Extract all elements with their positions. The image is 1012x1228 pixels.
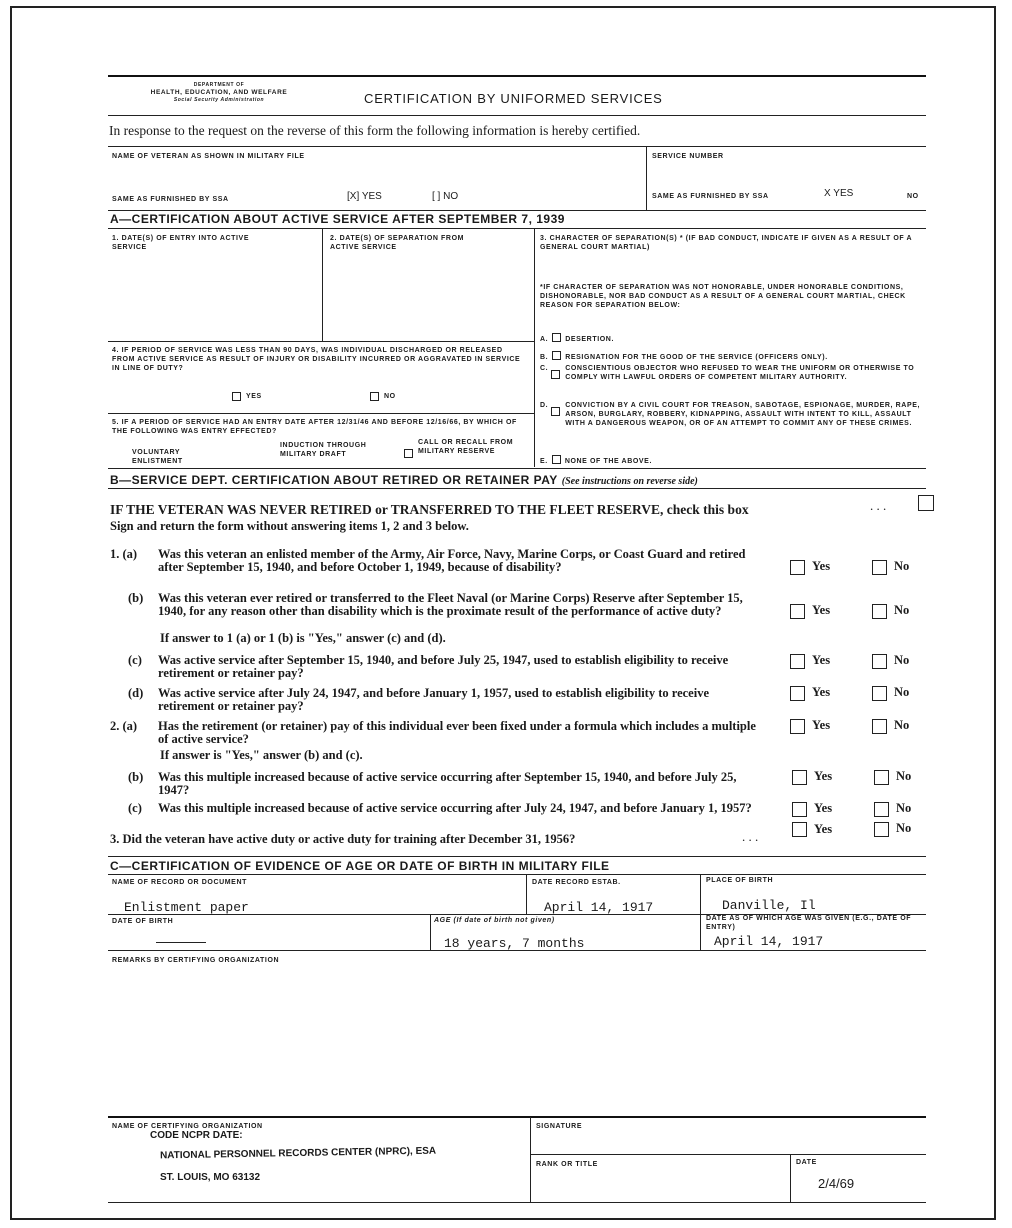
q1d-number: (d) (128, 686, 144, 700)
reason-checkbox[interactable] (551, 370, 560, 379)
reason-text: DESERTION. (565, 336, 614, 343)
q1d-yes-label: Yes (812, 685, 831, 699)
record-name-label: NAME OF RECORD OR DOCUMENT (112, 879, 247, 886)
divider (790, 1154, 791, 1202)
q2a-number: 2. (a) (110, 719, 138, 733)
divider (646, 147, 647, 211)
q2a-text: Has the retirement (or retainer) pay of this individual ever been fixed under a formula which includes a multiple of active service? (158, 719, 756, 746)
reason-e (540, 450, 930, 468)
q1b-text: Was this veteran ever retired or transferred to the Fleet Naval (or Marine Corps) Reserve after September 15, 1940, for any reason other than disability which is the proximate result of the performance of active duty? (158, 591, 743, 618)
same-as-ssa-no (432, 191, 458, 202)
same-as-ssa-label-2: SAME AS FURNISHED BY SSA (652, 193, 769, 200)
reason-text: CONSCIENTIOUS OBJECTOR WHO REFUSED TO WEAR THE UNIFORM OR OTHERWISE TO COMPLY WITH LAWFUL ORDERS OF COMPETENT MILITARY AUTHORITY. (565, 365, 915, 381)
q1b-no-checkbox[interactable] (872, 604, 887, 619)
q1c-no-checkbox[interactable] (872, 654, 887, 669)
checkbox-icon[interactable]: [ ] (432, 191, 441, 202)
q2c-yes-checkbox[interactable] (792, 802, 807, 817)
date-age-given-value: April 14, 1917 (714, 934, 824, 949)
q1d-no-label: No (894, 685, 910, 699)
reason-letter: E. (540, 458, 548, 465)
service-number-label: SERVICE NUMBER (652, 153, 724, 160)
q1d-yes-checkbox[interactable] (790, 686, 805, 701)
divider (526, 875, 527, 915)
q1b-number: (b) (128, 591, 144, 605)
date-age-given-label: DATE AS OF WHICH AGE WAS GIVEN (E.G., DATE OF ENTRY) (706, 915, 912, 931)
same-as-ssa-2-no: NO (907, 193, 919, 200)
reason-checkbox[interactable] (552, 351, 561, 360)
section-c-title: C—CERTIFICATION OF EVIDENCE OF AGE OR DATE OF BIRTH IN MILITARY FILE (110, 859, 610, 873)
reason-letter: A. (540, 336, 549, 343)
q2b-number: (b) (128, 770, 144, 784)
remarks-label: REMARKS BY CERTIFYING ORGANIZATION (112, 957, 280, 964)
q2b-no-checkbox[interactable] (874, 770, 889, 785)
reason-checkbox[interactable] (552, 455, 561, 464)
veteran-name-label: NAME OF VETERAN AS SHOWN IN MILITARY FILE (112, 153, 305, 160)
q2b-yes-checkbox[interactable] (792, 770, 807, 785)
q1a-no-checkbox[interactable] (872, 560, 887, 575)
q1a-yes-label: Yes (812, 559, 831, 573)
divider (108, 146, 926, 147)
q2b-text: Was this multiple increased because of active service occurring after September 15, 1940, and before July 25, 1947? (158, 770, 737, 797)
date-of-birth-label: DATE OF BIRTH (112, 918, 174, 925)
reason-letter: D. (540, 402, 549, 409)
blank-line (156, 942, 206, 943)
divider (108, 1202, 926, 1203)
q2c-number: (c) (128, 801, 142, 815)
divider (534, 229, 535, 467)
certifying-org-label: NAME OF CERTIFYING ORGANIZATION (112, 1123, 263, 1130)
section-a-title: A—CERTIFICATION ABOUT ACTIVE SERVICE AFTER SEPTEMBER 7, 1939 (110, 212, 565, 226)
q1c-number: (c) (128, 653, 142, 667)
divider (108, 115, 926, 116)
same-as-ssa-yes (347, 191, 382, 202)
separation-dates-label: 2. DATE(S) OF SEPARATION FROM ACTIVE SERVICE (330, 235, 465, 251)
q1a-no-label: No (894, 559, 910, 573)
age-label: AGE (If date of birth not given) (434, 917, 555, 924)
reason-b (540, 346, 930, 364)
character-separation-label: 3. CHARACTER OF SEPARATION(S) * (IF BAD CONDUCT, INDICATE IF GIVEN AS A RESULT OF A GENERAL COURT MARTIAL) (540, 235, 912, 251)
dots: . . . (742, 829, 759, 844)
agency-name: HEALTH, EDUCATION, AND WELFARE (150, 89, 288, 96)
item4-question: 4. IF PERIOD OF SERVICE WAS LESS THAN 90 DAYS, WAS INDIVIDUAL DISCHARGED OR RELEASED FROM ACTIVE SERVICE AS RESULT OF INJURY OR DISABILITY INCURRED OR AGGRAVATED IN SERVICE IN LINE OF DUTY? (112, 347, 521, 372)
q1a-yes-checkbox[interactable] (790, 560, 805, 575)
item4-yes-label: YES (246, 393, 262, 400)
intro-text: In response to the request on the reverse of this form the following information is hereby certified. (109, 123, 641, 138)
q3-yes-label: Yes (814, 822, 833, 836)
reason-letter: B. (540, 354, 549, 361)
q1b-yes-checkbox[interactable] (790, 604, 805, 619)
q2-note: If answer is "Yes," answer (b) and (c). (160, 748, 363, 762)
signature-label: SIGNATURE (536, 1123, 583, 1130)
q2c-text: Was this multiple increased because of active service occurring after July 24, 1947, and before January 1, 1957? (158, 801, 752, 815)
q1d-no-checkbox[interactable] (872, 686, 887, 701)
age-value: 18 years, 7 months (444, 936, 585, 951)
yes-label: YES (361, 191, 382, 202)
character-note: *IF CHARACTER OF SEPARATION WAS NOT HONORABLE, UNDER HONORABLE CONDITIONS, DISHONORABLE, NOR BAD CONDUCT AS A RESULT OF A GENERAL COURT MARTIAL, CHECK REASON FOR SEPARATION BELOW: (540, 284, 906, 309)
no-label: NO (443, 191, 459, 202)
reason-text: NONE OF THE ABOVE. (564, 458, 652, 465)
reason-letter: C. (540, 365, 549, 372)
item5-option-induction: INDUCTION THROUGH MILITARY DRAFT (280, 442, 367, 458)
reason-text: RESIGNATION FOR THE GOOD OF THE SERVICE (OFFICERS ONLY). (565, 354, 828, 361)
q1c-yes-label: Yes (812, 653, 831, 667)
date-estab-label: DATE RECORD ESTAB. (532, 879, 621, 886)
agency-dept: DEPARTMENT OF (193, 82, 245, 88)
reason-a (540, 328, 930, 346)
item5-option-call: CALL OR RECALL FROM MILITARY RESERVE (418, 439, 514, 455)
q3-text: 3. Did the veteran have active duty or active duty for training after December 31, 1956? (110, 832, 576, 846)
q1b-yes-label: Yes (812, 603, 831, 617)
never-retired-checkbox[interactable] (918, 495, 934, 511)
date-label: DATE (796, 1159, 817, 1166)
reason-text: CONVICTION BY A CIVIL COURT FOR TREASON, SABOTAGE, ESPIONAGE, MURDER, RAPE, ARSON, BURGLARY, ROBBERY, KIDNAPPING, ASSAULT WITH INTENT TO KILL, ASSAULT WITH A DANGEROUS WEAPON, OR OF AN ATTEMPT TO COMMIT ANY OF THESE CRIMES. (565, 402, 921, 427)
q1c-text: Was active service after September 15, 1940, and before July 25, 1947, used to establish eligibility to receive retirement or retainer pay? (158, 653, 729, 680)
record-name-value: Enlistment paper (124, 900, 249, 915)
divider (322, 229, 323, 341)
rank-title-label: RANK OR TITLE (536, 1161, 598, 1168)
item4-no-label: NO (384, 393, 396, 400)
dots: . . . (870, 498, 887, 513)
reason-checkbox[interactable] (552, 333, 561, 342)
divider (108, 856, 926, 857)
entry-dates-label: 1. DATE(S) OF ENTRY INTO ACTIVE SERVICE (112, 235, 250, 251)
divider (108, 468, 926, 469)
section-b-intro: IF THE VETERAN WAS NEVER RETIRED or TRANSFERRED TO THE FLEET RESERVE, check this box (110, 502, 749, 517)
date-value: 2/4/69 (818, 1176, 855, 1191)
place-of-birth-value: Danville, Il (722, 898, 816, 913)
divider (108, 413, 534, 414)
divider (108, 210, 926, 211)
item5-option-voluntary: VOLUNTARY ENLISTMENT (132, 449, 183, 465)
divider (530, 1117, 531, 1203)
q2a-yes-checkbox[interactable] (790, 719, 805, 734)
q1d-text: Was active service after July 24, 1947, and before January 1, 1957, used to establish eligibility to receive retirement or retainer pay? (158, 686, 709, 713)
q1-note: If answer to 1 (a) or 1 (b) is "Yes," answer (c) and (d). (160, 631, 446, 645)
q1c-no-label: No (894, 653, 910, 667)
divider (108, 75, 926, 77)
q1a-number: 1. (a) (110, 547, 138, 561)
agency-sub: Social Security Administration (173, 97, 265, 103)
section-b-instruction: Sign and return the form without answering items 1, 2 and 3 below. (110, 519, 469, 533)
form-page (10, 6, 996, 1220)
q2c-yes-label: Yes (814, 801, 833, 815)
divider (530, 1154, 926, 1155)
section-b-heading (110, 471, 698, 489)
reason-d (540, 401, 930, 428)
item4-no-checkbox[interactable] (370, 392, 379, 401)
same-as-ssa-label: SAME AS FURNISHED BY SSA (112, 196, 229, 203)
divider (700, 875, 701, 951)
divider (430, 915, 431, 951)
divider (108, 488, 926, 489)
q1c-yes-checkbox[interactable] (790, 654, 805, 669)
place-of-birth-label: PLACE OF BIRTH (706, 877, 774, 884)
q2c-no-checkbox[interactable] (874, 802, 889, 817)
section-b-title: B—SERVICE DEPT. CERTIFICATION ABOUT RETIRED OR RETAINER PAY (110, 473, 558, 487)
q1b-no-label: No (894, 603, 910, 617)
item5-question: 5. IF A PERIOD OF SERVICE HAD AN ENTRY DATE AFTER 12/31/46 AND BEFORE 12/16/66, BY WHICH OF THE FOLLOWING WAS ENTRY EFFECTED? (112, 419, 517, 435)
stamp-line-3: ST. LOUIS, MO 63132 (160, 1172, 261, 1183)
q2c-no-label: No (896, 801, 912, 815)
same-as-ssa-2-yes[interactable]: X YES (824, 188, 854, 199)
divider (108, 228, 926, 229)
q2a-yes-label: Yes (812, 718, 831, 732)
item5-call-checkbox[interactable] (404, 449, 413, 458)
divider (108, 1116, 926, 1118)
stamp-line-2: NATIONAL PERSONNEL RECORDS CENTER (NPRC), ESA (159, 1145, 437, 1162)
q3-no-label: No (896, 821, 912, 835)
q1a-text: Was this veteran an enlisted member of the Army, Air Force, Navy, Marine Corps, or Coast Guard and retired after September 15, 1940, and before October 1, 1949, because of disability? (158, 547, 746, 574)
divider (108, 341, 534, 342)
q2a-no-checkbox[interactable] (872, 719, 887, 734)
q2b-yes-label: Yes (814, 769, 833, 783)
section-b-note: (See instructions on reverse side) (561, 476, 698, 487)
form-title: CERTIFICATION BY UNIFORMED SERVICES (364, 91, 663, 106)
item4-yes-checkbox[interactable] (232, 392, 241, 401)
stamp-line-1: CODE NCPR DATE: (150, 1130, 243, 1141)
q3-yes-checkbox[interactable] (792, 822, 807, 837)
q2b-no-label: No (896, 769, 912, 783)
date-estab-value: April 14, 1917 (544, 900, 654, 915)
reason-c (540, 364, 930, 382)
checked-box-icon[interactable]: [X] (347, 191, 360, 202)
q3-no-checkbox[interactable] (874, 822, 889, 837)
q2a-no-label: No (894, 718, 910, 732)
reason-checkbox[interactable] (551, 407, 560, 416)
divider (108, 950, 926, 951)
agency-block (104, 82, 334, 104)
divider (108, 874, 926, 875)
